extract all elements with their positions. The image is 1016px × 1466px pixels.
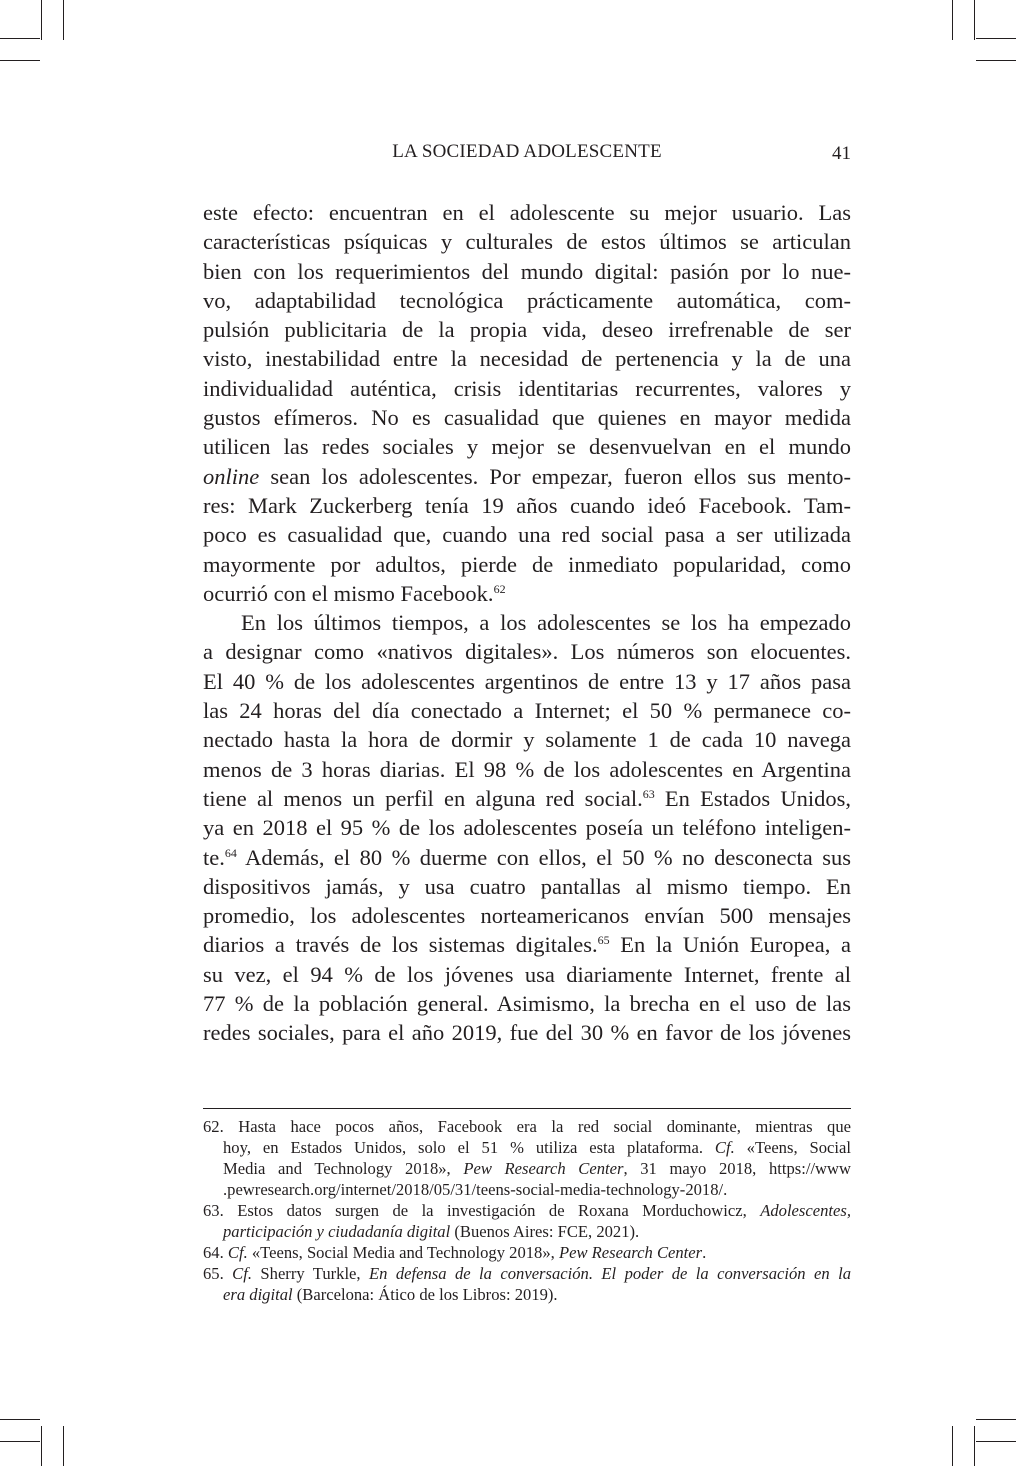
text-line: res: Mark Zuckerberg tenía 19 años cuando ideó Facebook. Tam- [203,492,851,518]
text-run: , 31 mayo 2018, https://www [623,1159,852,1178]
text-line: ya en 2018 el 95 % de los adolescentes poseía un teléfono inteligen- [203,815,851,841]
text-line: nectado hasta la hora de dormir y solamente 1 de cada 10 navega [203,727,851,753]
text-run: diarios a través de los sistemas digitales. [203,932,598,958]
running-header [203,141,851,165]
text-line: individualidad auténtica, crisis identitarias recurrentes, valores y [203,375,851,401]
text-run: ocurrió con el mismo Facebook. [203,580,494,606]
crop-mark [0,60,40,61]
text-line: En los últimos tiempos, a los adolescentes se los ha empezado [241,610,851,636]
footnote-number: 63. [203,1201,224,1220]
text-line [203,462,851,491]
crop-mark [63,1426,64,1466]
text-line: promedio, los adolescentes norteamericanos envían 500 mensajes [203,903,851,929]
footnote-line [203,1221,851,1242]
crop-mark [0,38,40,39]
text-run: te. [203,844,225,870]
text-line [203,579,851,608]
footnote-line [203,1263,851,1284]
text-run: En la Unión Europea, a [609,932,851,958]
footnote-line [203,1158,851,1179]
text-run: «Teens, Social [734,1138,851,1157]
paragraph [203,608,851,1047]
footnote-divider [203,1108,851,1109]
text-run: Además, el 80 % duerme con ellos, el 50 % no desconecta sus [236,844,851,870]
emphasis: Cf. [227,1243,248,1262]
text-line: vo, adaptabilidad tecnológica prácticamente automática, com- [203,287,851,313]
text-run: (Buenos Aires: FCE, 2021). [450,1222,640,1241]
crop-mark [0,1419,40,1420]
text-line: poco es casualidad que, cuando una red social pasa a ser utilizada [203,522,851,548]
text-line: gustos efímeros. No es casualidad que quienes en mayor medida [203,405,851,431]
footnote-64 [203,1242,851,1263]
page-number: 41 [832,143,851,164]
text-line: su vez, el 94 % de los jóvenes usa diariamente Internet, frente al [203,961,851,987]
text-run: Hasta hace pocos años, Facebook era la red social dominante, mientras que [223,1117,851,1136]
text-line: 77 % de la población general. Asimismo, la brecha en el uso de las [203,991,851,1017]
text-run: (Barcelona: Ático de los Libros: 2019). [292,1285,558,1304]
emphasis: online [203,463,260,489]
crop-mark [952,0,953,40]
text-run: . [702,1243,707,1262]
crop-mark [976,38,1016,39]
crop-mark [952,1426,953,1466]
footnote-line [203,1116,851,1137]
footnote-line [203,1200,851,1221]
crop-mark [974,0,975,40]
emphasis: Pew Research Center [463,1159,624,1178]
text-line: a designar como «nativos digitales». Los números son elocuentes. [203,639,851,665]
text-line: menos de 3 horas diarias. El 98 % de los adolescentes en Argentina [203,756,851,782]
text-line: mayormente por adultos, pierde de inmediato popularidad, como [203,551,851,577]
text-run: Estos datos surgen de la investigación de Roxana Morduchowicz, [223,1201,761,1220]
footnote-ref[interactable]: 64 [224,845,237,860]
body-text [203,198,851,1048]
text-line: este efecto: encuentran en el adolescente su mejor usuario. Las [203,200,851,225]
footnote-63 [203,1200,851,1242]
crop-mark [974,1426,975,1466]
text-run: En Estados Unidos, [654,785,851,811]
footnote-ref[interactable]: 62 [493,581,506,596]
text-line: redes sociales, para el año 2019, fue del 30 % en favor de los jóvenes [203,1020,851,1046]
text-line: las 24 horas del día conectado a Internet; el 50 % permanece co- [203,698,851,724]
footnote-ref[interactable]: 63 [642,786,655,801]
crop-mark [0,1441,40,1442]
text-line: pulsión publicitaria de la propia vida, deseo irrefrenable de ser [203,317,851,343]
text-line: El 40 % de los adolescentes argentinos de entre 13 y 17 años pasa [203,668,851,694]
emphasis: En defensa de la conversación. El poder de la conversación en la [369,1264,851,1283]
emphasis: era digital [223,1285,293,1304]
crop-mark [976,1419,1016,1420]
footnote-link[interactable]: .pewresearch.org/internet/2018/05/31/teens-social-media-technology-2018/. [223,1180,728,1199]
footnote-65 [203,1263,851,1305]
footnotes [203,1116,851,1305]
crop-mark [41,0,42,40]
crop-mark [63,0,64,40]
footnote-62 [203,1116,851,1200]
text-line: características psíquicas y culturales de estos últimos se articulan [203,229,851,255]
footnote-line [203,1284,851,1305]
text-line [203,930,851,959]
text-line: visto, inestabilidad entre la necesidad de pertenencia y la de una [203,346,851,372]
text-line [203,784,851,813]
text-run: «Teens, Social Media and Technology 2018», [247,1243,559,1262]
text-run: sean los adolescentes. Por empezar, fueron ellos sus mento- [259,463,851,489]
text-line: bien con los requerimientos del mundo digital: pasión por lo nue- [203,258,851,284]
text-line [203,843,851,872]
footnote-line [203,1137,851,1158]
paragraph [203,198,851,608]
emphasis: participación y ciudadanía digital [223,1222,451,1241]
emphasis: Cf. [714,1138,735,1157]
footnote-number: 65. [203,1264,224,1283]
text-run: tiene al menos un perfil en alguna red social. [203,785,643,811]
crop-mark [976,60,1016,61]
footnote-ref[interactable]: 65 [597,933,610,948]
text-line: utilicen las redes sociales y mejor se desenvuelvan en el mundo [203,434,851,460]
emphasis: Adolescentes, [760,1201,851,1220]
text-line: dispositivos jamás, y usa cuatro pantallas al mismo tiempo. En [203,873,851,899]
crop-mark [41,1426,42,1466]
footnote-line [203,1242,851,1263]
footnote-number: 64. [203,1243,224,1262]
text-run: hoy, en Estados Unidos, solo el 51 % utiliza esta plataforma. [223,1138,715,1157]
emphasis: Pew Research Center [558,1243,703,1262]
footnote-number: 62. [203,1117,224,1136]
emphasis: Cf. [232,1264,252,1283]
running-title: LA SOCIEDAD ADOLESCENTE [392,141,662,162]
text-run: Media and Technology 2018», [223,1159,464,1178]
text-run: Sherry Turkle, [252,1264,369,1283]
crop-mark [976,1441,1016,1442]
